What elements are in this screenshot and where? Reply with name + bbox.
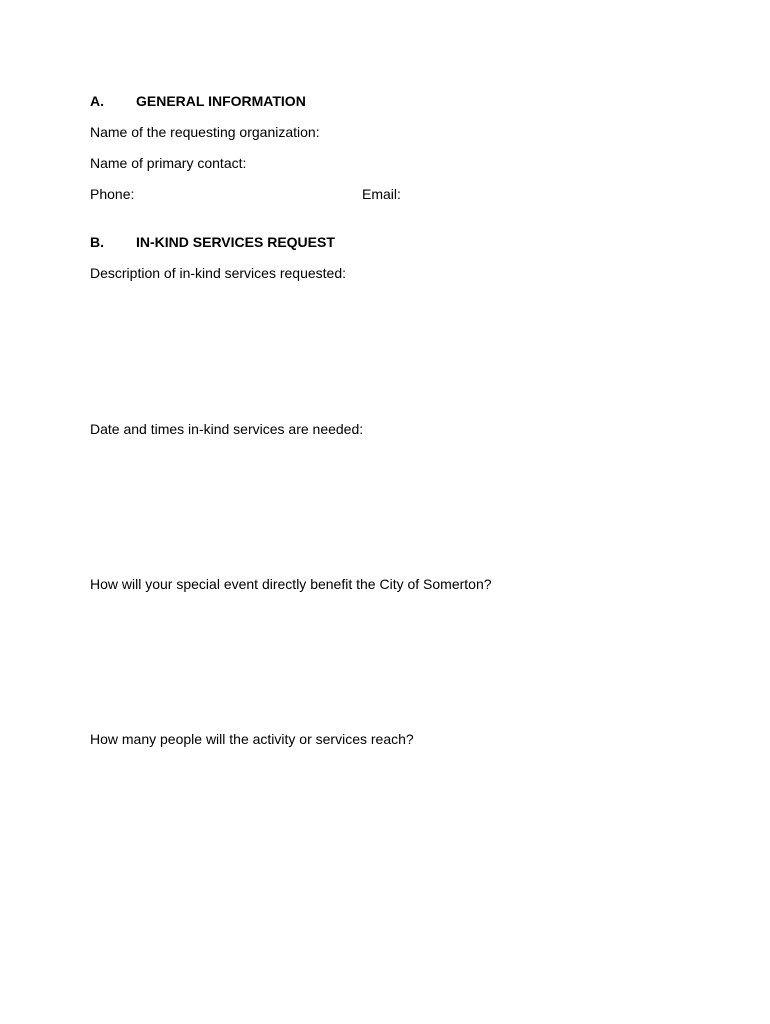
dates-times-label: Date and times in-kind services are needed: [90, 421, 364, 437]
section-b-heading [90, 234, 335, 250]
primary-contact-label: Name of primary contact: [90, 155, 247, 171]
section-b-letter: B. [90, 234, 104, 250]
section-a-heading [90, 93, 306, 109]
section-a-letter: A. [90, 93, 104, 109]
people-reach-label: How many people will the activity or services reach? [90, 731, 414, 747]
services-description-label: Description of in-kind services requested: [90, 265, 347, 281]
event-benefit-label: How will your special event directly benefit the City of Somerton? [90, 576, 492, 592]
section-b-title: IN-KIND SERVICES REQUEST [136, 234, 335, 250]
phone-label: Phone: [90, 186, 135, 202]
email-label: Email: [362, 186, 401, 202]
organization-name-label: Name of the requesting organization: [90, 124, 320, 140]
section-a-title: GENERAL INFORMATION [136, 93, 306, 109]
